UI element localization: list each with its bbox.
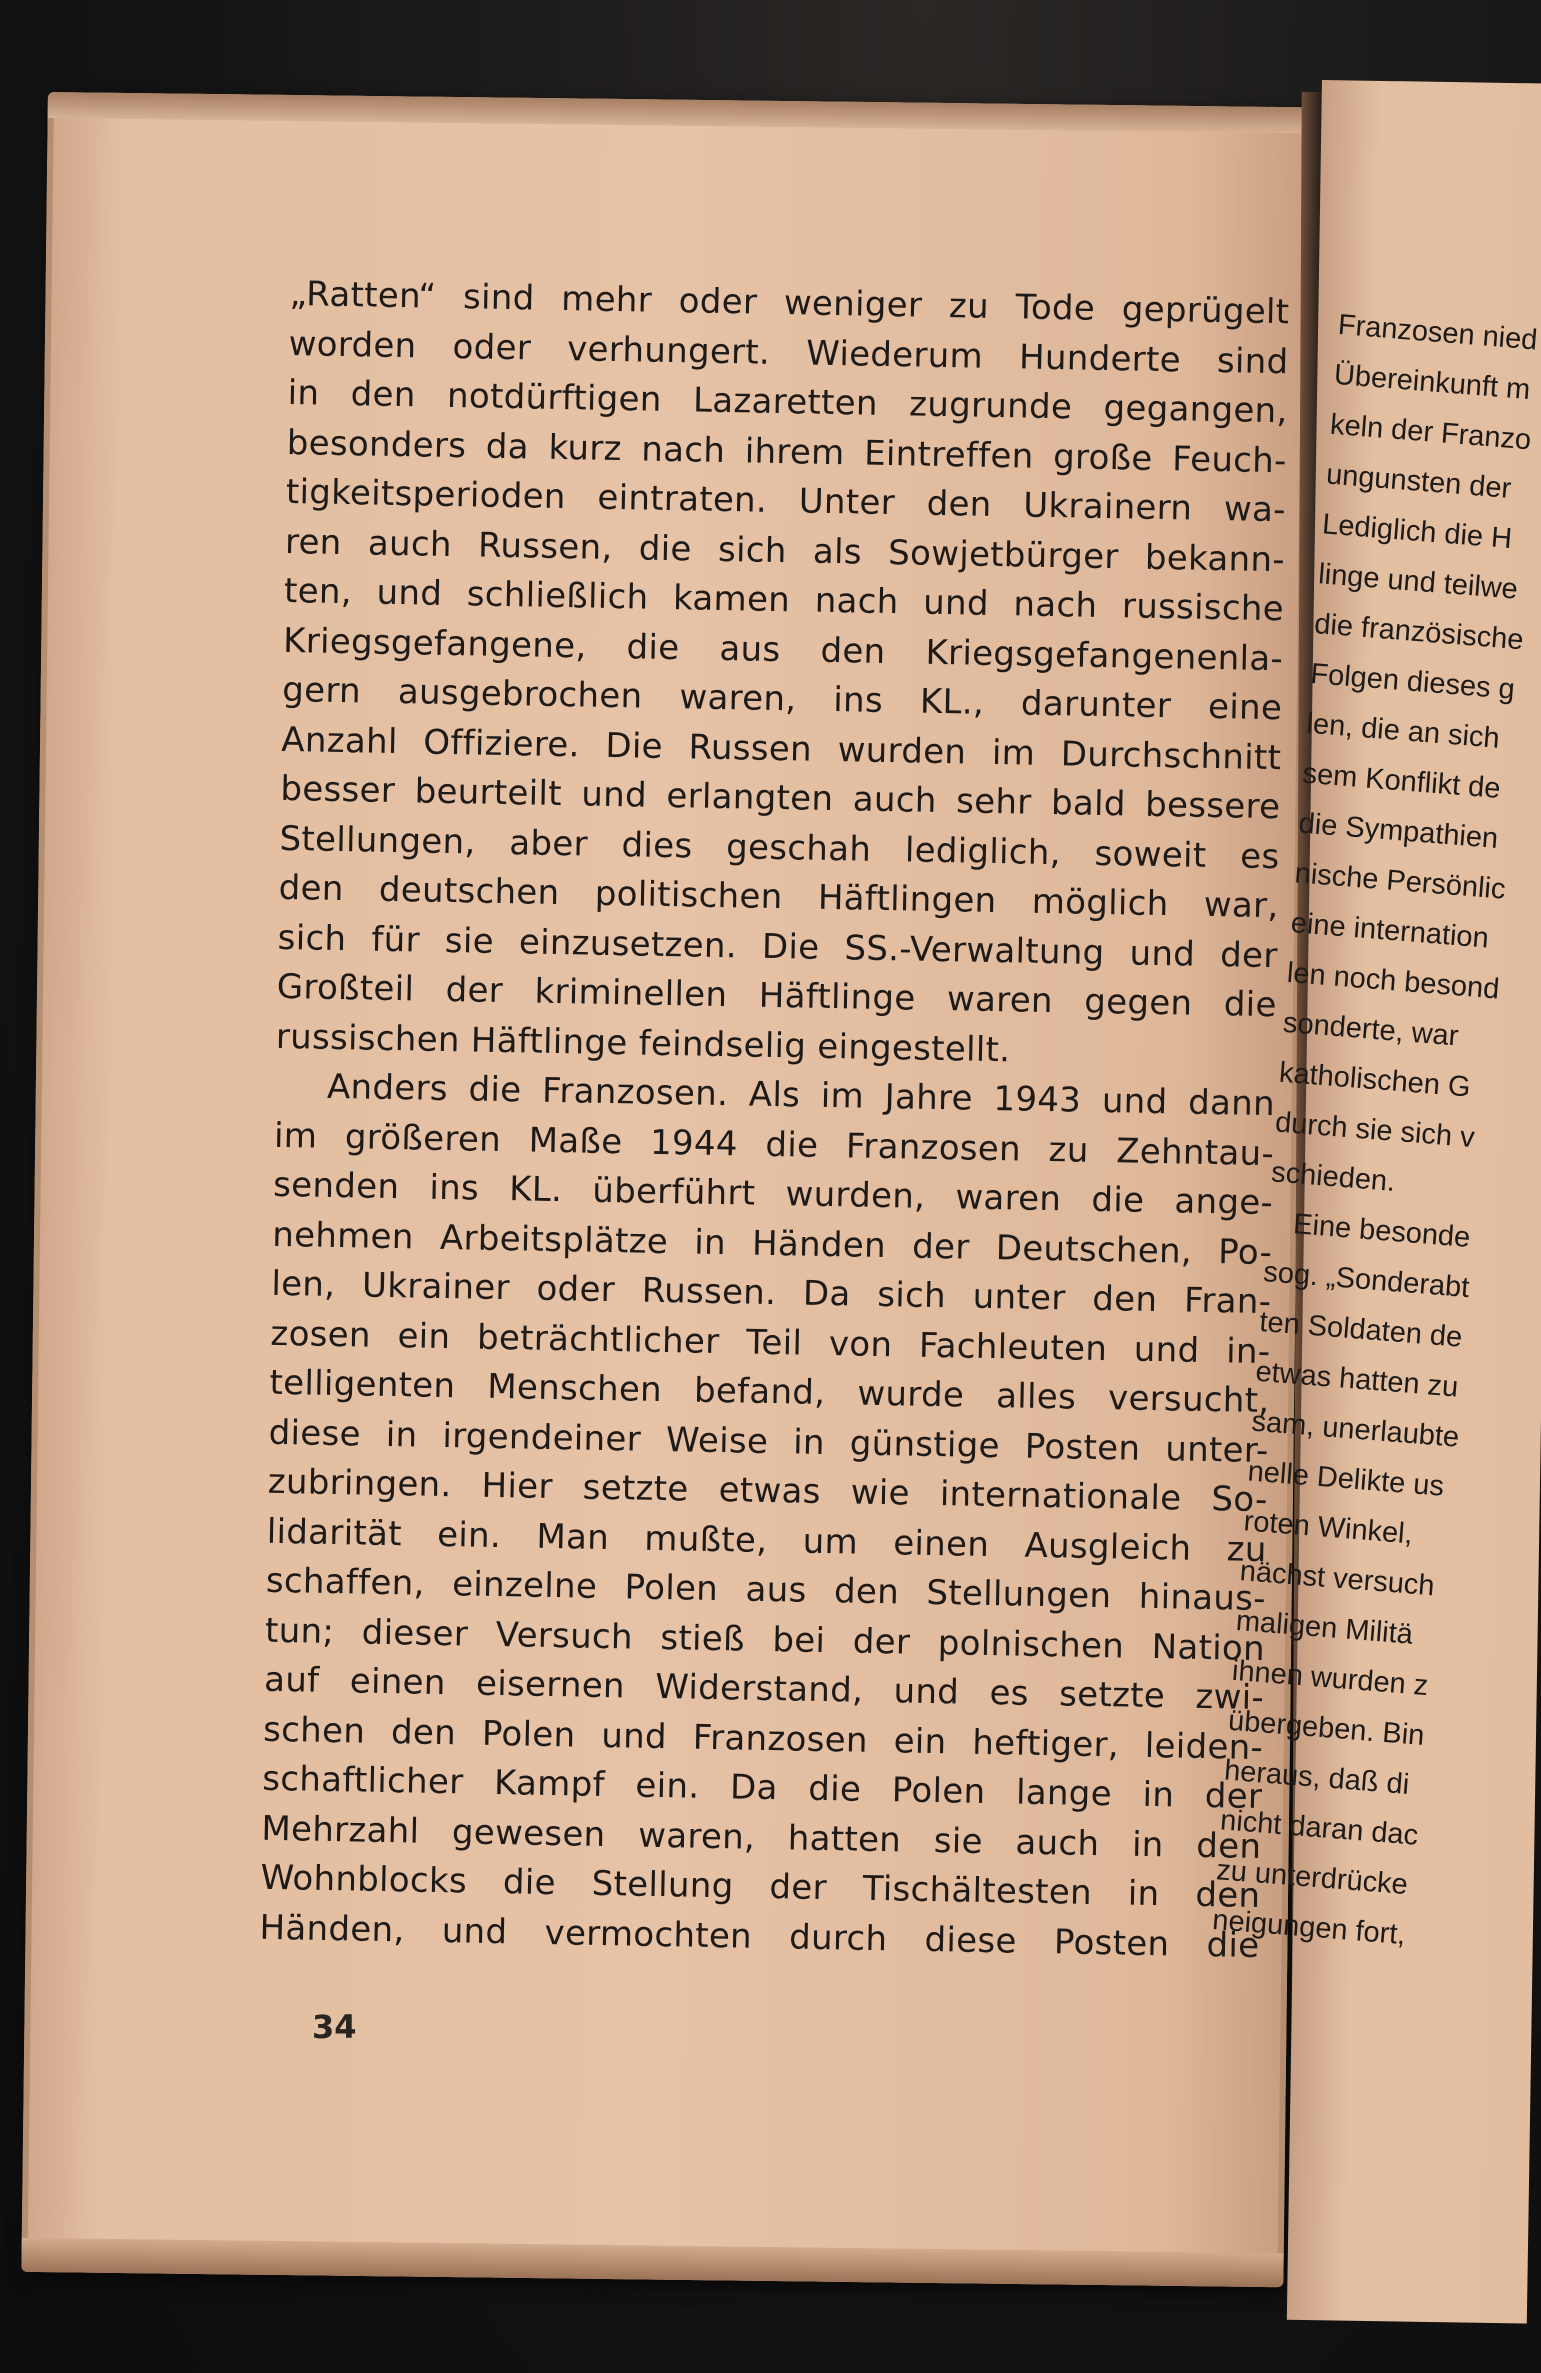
text-line: Kriegsgefangene, die aus den Kriegsgefangenenla- [282, 620, 1284, 679]
text-line: ten Soldaten de [1258, 1305, 1464, 1354]
text-line: schen den Polen und Franzosen ein heftiger, leiden- [262, 1709, 1264, 1768]
text-line: durch sie sich v [1274, 1106, 1476, 1155]
text-line: in den notdürftigen Lazaretten zugrunde gegangen, [287, 372, 1288, 432]
text-line: len noch besond [1285, 956, 1501, 1006]
text-line: schieden. [1270, 1156, 1397, 1198]
text-line: „Ratten“ sind mehr oder weniger zu Tode geprügelt [289, 273, 1290, 333]
text-line: zosen ein beträchtlicher Teil von Fachleuten und in- [270, 1313, 1271, 1372]
text-line: neigungen fort, [1211, 1904, 1407, 1952]
text-line: maligen Militä [1234, 1604, 1415, 1651]
text-line: heraus, daß di [1223, 1754, 1411, 1801]
text-line: schaffen, einzelne Polen aus den Stellungen hinaus- [265, 1560, 1267, 1620]
text-line: sog. „Sonderabt [1262, 1256, 1471, 1305]
text-line: katholischen G [1277, 1056, 1472, 1104]
text-line: im größeren Maße 1944 die Franzosen zu Zehntau- [273, 1115, 1275, 1174]
text-line: nicht daran dac [1219, 1804, 1420, 1852]
text-line: ungunsten der [1325, 458, 1513, 505]
text-line: die französische [1313, 608, 1525, 657]
text-line: Lediglich die H [1321, 508, 1514, 556]
text-line: len, Ukrainer oder Russen. Da sich unter den Fran- [271, 1263, 1272, 1323]
text-line: russischen Häftlinge feindselig eingestellt. [275, 1016, 1011, 1070]
text-line: nische Persönlic [1293, 857, 1507, 906]
text-line: tun; dieser Versuch stieß bei der polnischen Nation [264, 1610, 1266, 1669]
text-line: Übereinkunft m [1332, 358, 1532, 407]
text-line: sam, unerlaubte [1250, 1405, 1461, 1454]
text-line: den deutschen politischen Häftlingen möglich war, [278, 867, 1279, 927]
text-line: worden oder verhungert. Wiederum Hunderte sind [288, 323, 1289, 382]
text-line: Eine besonde [1292, 1208, 1472, 1255]
text-line: schaftlicher Kampf ein. Da die Polen lange in der [261, 1758, 1263, 1818]
text-line: sem Konflikt de [1301, 757, 1502, 806]
text-line: keln der Franzo [1328, 408, 1533, 457]
text-line: nächst versuch [1238, 1555, 1436, 1603]
text-line: gern ausgebrochen waren, ins KL., darunter eine [281, 669, 1283, 729]
text-line: eine internation [1289, 907, 1490, 955]
text-line: ihnen wurden z [1230, 1654, 1430, 1703]
text-line: übergeben. Bin [1226, 1704, 1426, 1752]
text-line: ten, und schließlich kamen nach und nach russische [283, 570, 1285, 630]
text-line: lidarität ein. Man mußte, um einen Ausgleich zu [266, 1511, 1268, 1570]
text-line: linge und teilwe [1317, 558, 1519, 606]
text-line: Anders die Franzosen. Als im Jahre 1943 und dann [326, 1066, 1276, 1125]
text-line: Stellungen, aber dies geschah lediglich, soweit es [279, 818, 1280, 877]
text-line: telligenten Menschen befand, wurde alles versucht, [269, 1362, 1270, 1422]
text-line: ren auch Russen, die sich als Sowjetbürger bekann- [284, 521, 1286, 580]
page-number: 34 [312, 2008, 357, 2046]
text-line: auf einen eisernen Widerstand, und es setzte zwi- [263, 1659, 1265, 1719]
text-line: len, die an sich [1305, 707, 1501, 755]
text-line: besonders da kurz nach ihrem Eintreffen große Feuch- [286, 422, 1288, 481]
text-line: Folgen dieses g [1309, 657, 1516, 706]
text-line: diese in irgendeiner Weise in günstige Posten unter- [268, 1412, 1269, 1471]
text-line: sich für sie einzusetzen. Die SS.-Verwaltung und der [277, 917, 1278, 976]
text-line: Anzahl Offiziere. Die Russen wurden im Durchschnitt [281, 719, 1282, 778]
text-line: Großteil der kriminellen Häftlinge waren gegen die [276, 966, 1278, 1026]
text-line: Händen, und vermochten durch diese Posten die [259, 1907, 1260, 1966]
left-page-text [259, 270, 1290, 1971]
text-line: Franzosen nied [1336, 308, 1539, 357]
text-line: zu unterdrücke [1215, 1854, 1409, 1902]
text-line: sonderte, war [1281, 1006, 1460, 1053]
text-line: senden ins KL. überführt wurden, waren die ange- [272, 1164, 1274, 1224]
text-line: besser beurteilt und erlangten auch sehr bald bessere [280, 768, 1281, 828]
text-line: die Sympathien [1297, 807, 1500, 856]
text-line: nehmen Arbeitsplätze in Händen der Deutschen, Po- [271, 1214, 1273, 1273]
text-line: nelle Delikte us [1246, 1455, 1446, 1503]
text-line: tigkeitsperioden eintraten. Unter den Ukrainern wa- [285, 471, 1287, 531]
text-line: zubringen. Hier setzte etwas wie internationale So- [267, 1461, 1268, 1521]
text-line: etwas hatten zu [1254, 1355, 1460, 1404]
text-line: roten Winkel, [1242, 1505, 1414, 1551]
text-line: Wohnblocks die Stellung der Tischältesten in den [260, 1857, 1261, 1917]
text-line: Mehrzahl gewesen waren, hatten sie auch in den [261, 1808, 1262, 1867]
